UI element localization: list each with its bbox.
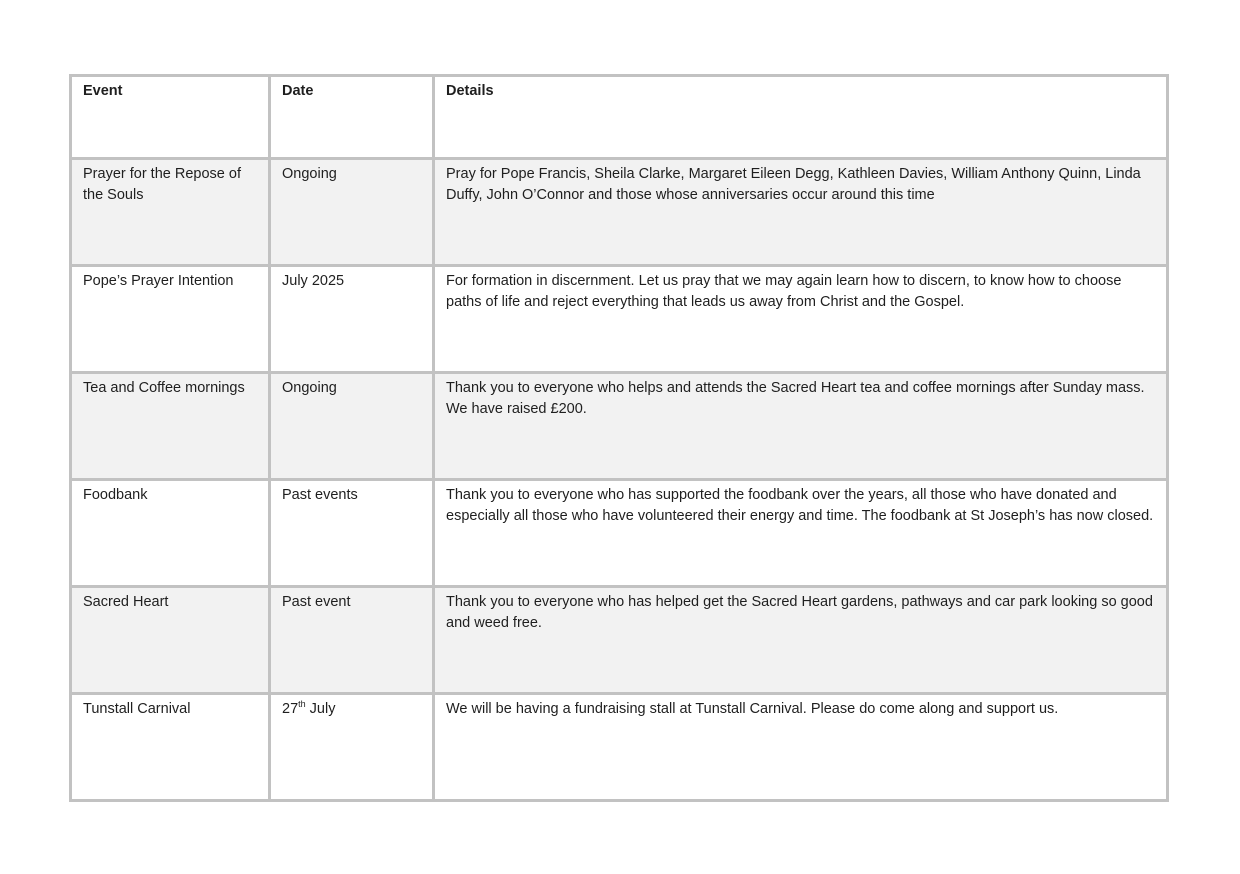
date-day: 27 [282,701,299,717]
date-ordinal-suffix: th [298,699,306,710]
date-month: July [305,701,336,717]
event-cell: Tea and Coffee mornings [71,373,270,480]
table-row [71,373,1168,480]
table-row [71,587,1168,694]
table-row [71,480,1168,587]
event-cell: Pope’s Prayer Intention [71,266,270,373]
date-cell: Ongoing [270,373,434,480]
event-cell: Sacred Heart [71,587,270,694]
table-row [71,159,1168,266]
header-details: Details [434,76,1168,159]
document-page [69,74,1166,802]
details-cell: Thank you to everyone who has supported the foodbank over the years, all those who have donated and especially all those who have volunteered their energy and time. The foodbank at St Joseph’s has now closed. [434,480,1168,587]
events-table [69,74,1169,802]
table-row [71,266,1168,373]
details-cell: Thank you to everyone who helps and attends the Sacred Heart tea and coffee mornings after Sunday mass. We have raised £200. [434,373,1168,480]
date-cell: July 2025 [270,266,434,373]
table-header-row [71,76,1168,159]
table-row [71,694,1168,801]
date-cell [270,694,434,801]
event-cell: Tunstall Carnival [71,694,270,801]
date-cell: Past event [270,587,434,694]
details-cell: Pray for Pope Francis, Sheila Clarke, Margaret Eileen Degg, Kathleen Davies, William Anthony Quinn, Linda Duffy, John O’Connor and those whose anniversaries occur around this time [434,159,1168,266]
date-cell: Past events [270,480,434,587]
details-cell: Thank you to everyone who has helped get the Sacred Heart gardens, pathways and car park looking so good and weed free. [434,587,1168,694]
event-cell: Prayer for the Repose of the Souls [71,159,270,266]
details-cell: For formation in discernment. Let us pray that we may again learn how to discern, to know how to choose paths of life and reject everything that leads us away from Christ and the Gospel. [434,266,1168,373]
date-cell: Ongoing [270,159,434,266]
header-event: Event [71,76,270,159]
header-date: Date [270,76,434,159]
details-cell: We will be having a fundraising stall at Tunstall Carnival. Please do come along and support us. [434,694,1168,801]
event-cell: Foodbank [71,480,270,587]
